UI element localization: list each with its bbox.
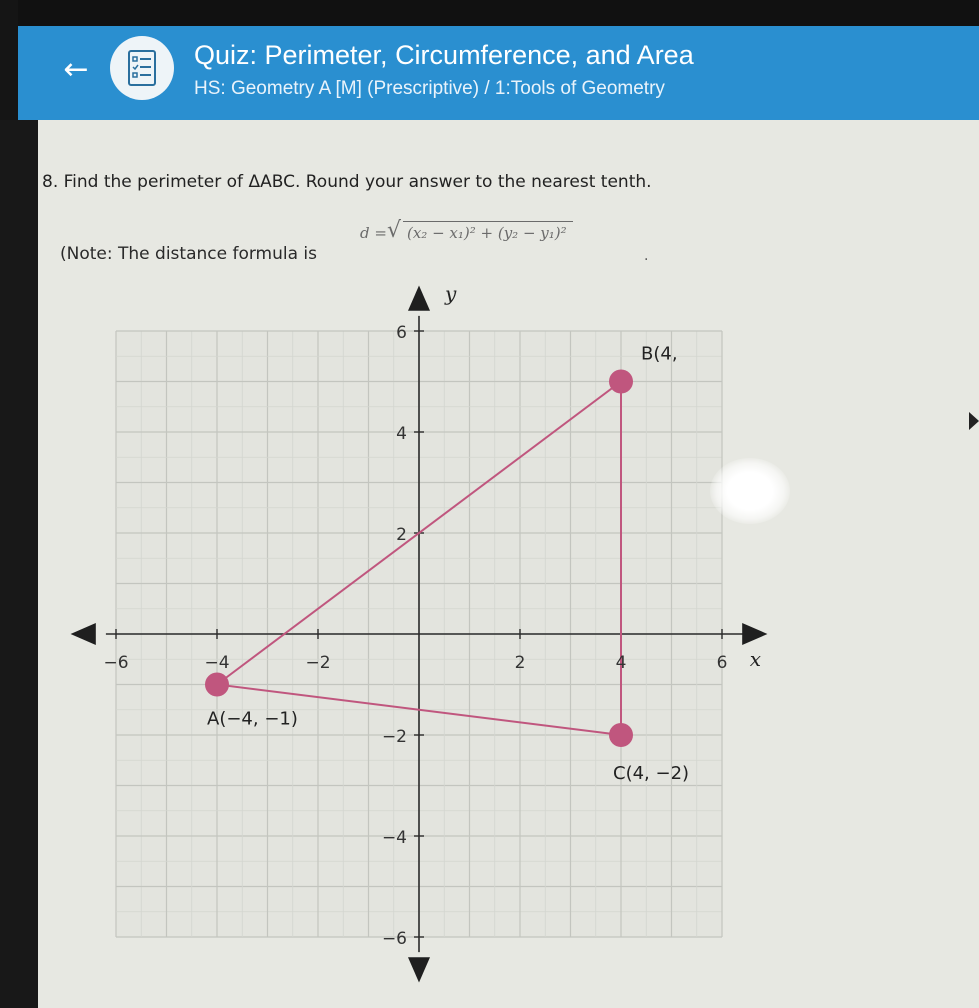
formula-radicand: (x₂ − x₁)² + (y₂ − y₁)² — [403, 221, 573, 242]
point-b-marker[interactable] — [609, 370, 633, 394]
screen-glare — [710, 458, 790, 524]
x-tick-label: 6 — [716, 653, 728, 673]
point-c-label: C(4, −2) — [613, 763, 690, 784]
distance-formula-note: (Note: The distance formula is — [60, 244, 318, 264]
x-tick-label: 4 — [615, 653, 627, 673]
x-tick-label: −4 — [204, 653, 230, 673]
course-breadcrumb[interactable]: HS: Geometry A [M] (Prescriptive) / 1:Tools of Geometry — [194, 78, 665, 99]
y-tick-label: −6 — [381, 929, 407, 949]
point-b-label: B(4, — [641, 343, 678, 365]
back-arrow-icon[interactable]: ← — [63, 52, 89, 87]
y-tick-label: −2 — [381, 727, 407, 747]
quiz-title: Quiz: Perimeter, Circumference, and Area — [194, 40, 694, 70]
x-axis-name: x — [749, 647, 762, 671]
x-axis-arrow-left-icon — [71, 623, 96, 645]
question-prompt: 8. Find the perimeter of ΔABC. Round your answer to the nearest tenth. — [42, 172, 652, 192]
x-tick-label: 2 — [514, 653, 526, 673]
y-axis-arrow-up-icon — [408, 286, 430, 311]
y-tick-label: 2 — [396, 525, 407, 545]
question-panel — [38, 120, 979, 1008]
y-axis-arrow-down-icon — [408, 957, 430, 982]
y-tick-label: −4 — [381, 828, 407, 848]
point-a-label: A(−4, −1) — [207, 708, 298, 730]
formula-lhs: d = — [360, 224, 387, 242]
screen-bezel-top — [0, 0, 979, 26]
point-a-marker[interactable] — [205, 673, 229, 697]
x-tick-label: −2 — [305, 653, 331, 673]
coordinate-plane — [38, 120, 979, 1008]
y-tick-label: 6 — [396, 323, 407, 343]
x-axis-arrow-right-icon — [742, 623, 767, 645]
formula-end: . — [644, 248, 649, 264]
square-root-icon: √ — [386, 218, 401, 243]
point-c-marker[interactable] — [609, 723, 633, 747]
y-tick-label: 4 — [396, 424, 407, 444]
quiz-list-icon — [110, 36, 174, 100]
x-tick-label: −6 — [103, 653, 129, 673]
screen-bezel-left-lower — [0, 120, 38, 1008]
quiz-header — [18, 26, 979, 120]
y-axis-name: y — [445, 281, 457, 306]
